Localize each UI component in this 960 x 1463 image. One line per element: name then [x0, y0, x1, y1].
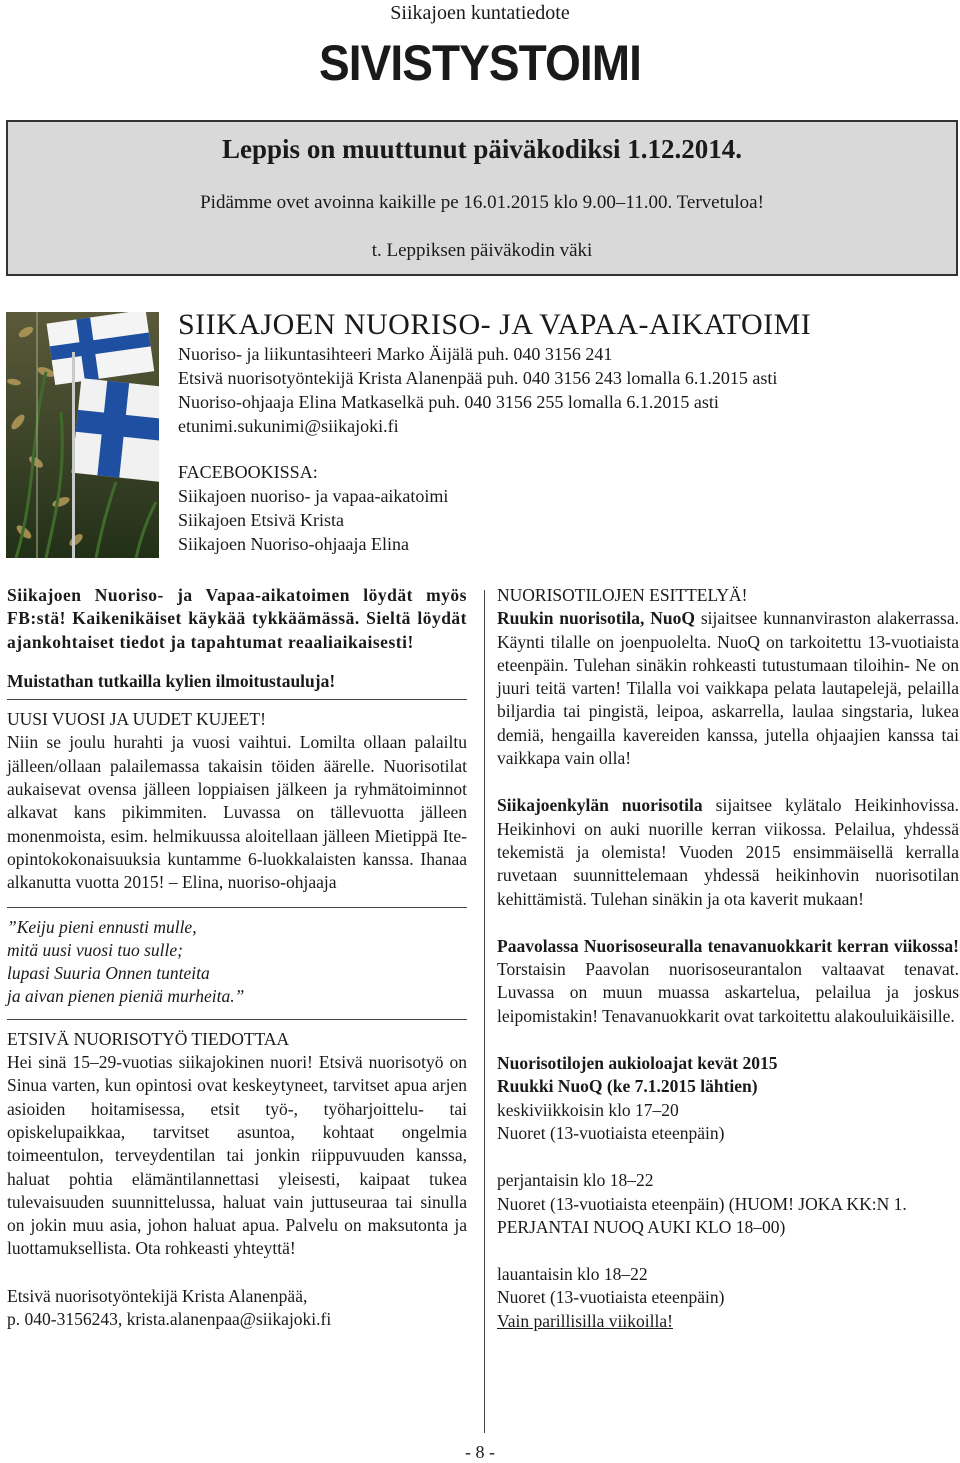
paavola-text: Torstaisin Paavolan nuorisoseurantalon valtaavat tenavat. Luvassa on muun muassa askartelua, pelailua ja joskus leipomistakin! Tenavanuokkarit ovat tarkoitettu alakouluikäisille.: [497, 959, 959, 1026]
poem-line: ja aivan pienen pieniä murheita.”: [7, 986, 245, 1007]
siikajoenkyla-lead: Siikajoenkylän nuorisotila: [497, 795, 703, 816]
outreach-text: Hei sinä 15–29-vuotias siikajokinen nuori! Etsivä nuorisotyö on Sinua varten, kun opintosi ovat keskeytyneet, tarvitset apua arjen asioiden hoitamisessa, etsit työ-, työharjoittelu- tai opiskelupaikkaa, tarvitset asuntoa, kohtaat ongelmia toimeentulon, terveydentilan tai jonkin riippuvuuden kanssa, haluat pohtia elämäntilannettasi yleisesti, kaipaat tukea tulevaisuuden suunnittelussa, haluat vain juttuseuraa tai sinulla on jokin muu asia, johon haluat apua. Palvelu on maksutonta ja luottamuksellista. Ota rohkeasti yhteyttä!: [7, 1052, 467, 1259]
youth-office-heading: SIIKAJOEN NUORISO- JA VAPAA-AIKATOIMI: [178, 308, 812, 341]
divider: [7, 699, 467, 700]
left-column: [7, 584, 467, 1331]
friday-group: Nuoret (13-vuotiaista eteenpäin) (HUOM! JOKA KK:N 1. PERJANTAI NUOQ AUKI KLO 18–00): [497, 1193, 907, 1237]
section-title: SIVISTYSTOIMI: [318, 35, 642, 91]
saturday-note: Vain parillisilla viikoilla!: [497, 1310, 673, 1331]
divider: [7, 907, 467, 908]
opening-hours-heading: Nuorisotilojen aukioloajat kevät 2015: [497, 1053, 778, 1074]
outreach-contact: p. 040-3156243, krista.alanenpaa@siikajoki.fi: [7, 1309, 332, 1330]
paavola-lead: Paavolassa Nuorisoseuralla tenavanuokkarit kerran viikossa!: [497, 935, 959, 956]
facebook-page-item: Siikajoen Nuoriso-ohjaaja Elina: [178, 534, 409, 554]
facebook-page-item: Siikajoen nuoriso- ja vapaa-aikatoimi: [178, 486, 449, 506]
poem-line: lupasi Suuria Onnen tunteita: [7, 963, 210, 984]
paavola-paragraph: [497, 935, 959, 1028]
ruukki-hours-heading: Ruukki NuoQ (ke 7.1.2015 lähtien): [497, 1076, 758, 1097]
facebook-page-item: Siikajoen Etsivä Krista: [178, 510, 344, 530]
wednesday-group: Nuoret (13-vuotiaista eteenpäin): [497, 1122, 725, 1143]
contact-line: Etsivä nuorisotyöntekijä Krista Alanenpää puh. 040 3156 243 lomalla 6.1.2015 asti: [178, 368, 778, 388]
finnish-flags-illustration: [6, 312, 159, 558]
contact-line: Nuoriso-ohjaaja Elina Matkaselkä puh. 040 3156 255 lomalla 6.1.2015 asti: [178, 392, 719, 412]
poem-line: ”Keiju pieni ennusti mulle,: [7, 916, 197, 937]
notice-title: Leppis on muuttunut päiväkodiksi 1.12.2014.: [222, 134, 742, 164]
siikajoenkyla-text: sijaitsee kylätalo Heikinhovissa. Heikinhovi on auki nuorille kerran viikossa. Pelailua, yhdessä tekemistä ja olemista! Vuoden 2015 ensimmäisellä kerralla ruvetaan suunnittelemaan yhdessä heikinhovin nuorisotilan kehittämistä. Tulehan sinäkin ja ota kaverit mukaan!: [497, 795, 959, 909]
facebook-pages: [178, 460, 958, 556]
ruukki-paragraph: [497, 607, 959, 770]
contact-line: Nuoriso- ja liikuntasihteeri Marko Äijälä puh. 040 3156 241: [178, 344, 613, 364]
page-number: - 8 -: [465, 1442, 495, 1462]
divider: [7, 1019, 467, 1020]
siikajoenkyla-paragraph: [497, 794, 959, 910]
outreach-signature: Etsivä nuorisotyöntekijä Krista Alanenpää,: [7, 1285, 308, 1306]
column-divider: [484, 590, 485, 1433]
wednesday-time: keskiviikkoisin klo 17–20: [497, 1099, 679, 1120]
running-head: Siikajoen kuntatiedote: [390, 2, 570, 24]
new-year-heading: UUSI VUOSI JA UUDET KUJEET!: [7, 709, 266, 730]
notice-signature: t. Leppiksen päiväkodin väki: [371, 240, 593, 261]
facebook-heading: FACEBOOKISSA:: [178, 462, 318, 482]
finnish-flags-photo: [6, 312, 159, 558]
contact-email: etunimi.sukunimi@siikajoki.fi: [178, 416, 399, 436]
new-year-text: Niin se joulu hurahti ja vuosi vaihtui. Lomilta ollaan palailtu jälleen/ollaan palailemassa takaisin töiden äärelle. Nuorisotilat aukaisevat ovensa jälleen loppiaisen jälkeen ja ryhmätoiminnot alkavat kans pikimmiten. Luvassa on tällevuotta jälleen monenmoista, esim. helmikuussa aloitellaan jälleen Mietippä Ite- opintokokonaisuuksia kuntamme 6-luokkalaisten kanssa. Ihanaa alkanutta vuotta 2015! – Elina, nuoriso-ohjaaja: [7, 732, 467, 893]
notice-open-doors: Pidämme ovet avoinna kaikille pe 16.01.2015 klo 9.00–11.00. Tervetuloa!: [200, 192, 764, 213]
daycare-notice-box: [6, 120, 958, 276]
ruukki-lead: Ruukin nuorisotila, NuoQ: [497, 608, 695, 629]
right-column: [497, 584, 959, 1333]
poem-line: mitä uusi vuosi tuo sulle;: [7, 939, 183, 960]
facebook-intro: Siikajoen Nuoriso- ja Vapaa-aikatoimen löydät myös FB:stä! Kaikenikäiset käykää tykkäämässä. Sieltä löydät ajankohtaiset tiedot ja tapahtumat reaaliaikaisesti!: [7, 585, 467, 652]
youth-spaces-heading: NUORISOTILOJEN ESITTELYÄ!: [497, 585, 748, 605]
outreach-heading: ETSIVÄ NUORISOTYÖ TIEDOTTAA: [7, 1028, 290, 1049]
saturday-group: Nuoret (13-vuotiaista eteenpäin): [497, 1287, 725, 1308]
saturday-time: lauantaisin klo 18–22: [497, 1264, 648, 1285]
ruukki-text: sijaitsee kunnanviraston alakerrassa. Käynti tilalle on joenpuolelta. NuoQ on tarkoitettu 13-vuotiaista eteenpäin. Tulehan sinäkin rohkeasti tutustumaan tiloihin- Ne on juuri teitä varten! Tilalla voi vaikkapa pelata lautapelejä, pelailla biljardia tai pingistä, leipoa, askarrella, laulaa singstaria, lukea demiä, hengailla kavereiden kanssa, jutella ohjaajien kanssa tai vaikkapa vain olla!: [497, 608, 959, 769]
notice-boards-reminder: Muistathan tutkailla kylien ilmoitustauluja!: [7, 670, 336, 691]
youth-office-contacts: [178, 308, 958, 438]
friday-time: perjantaisin klo 18–22: [497, 1170, 654, 1191]
